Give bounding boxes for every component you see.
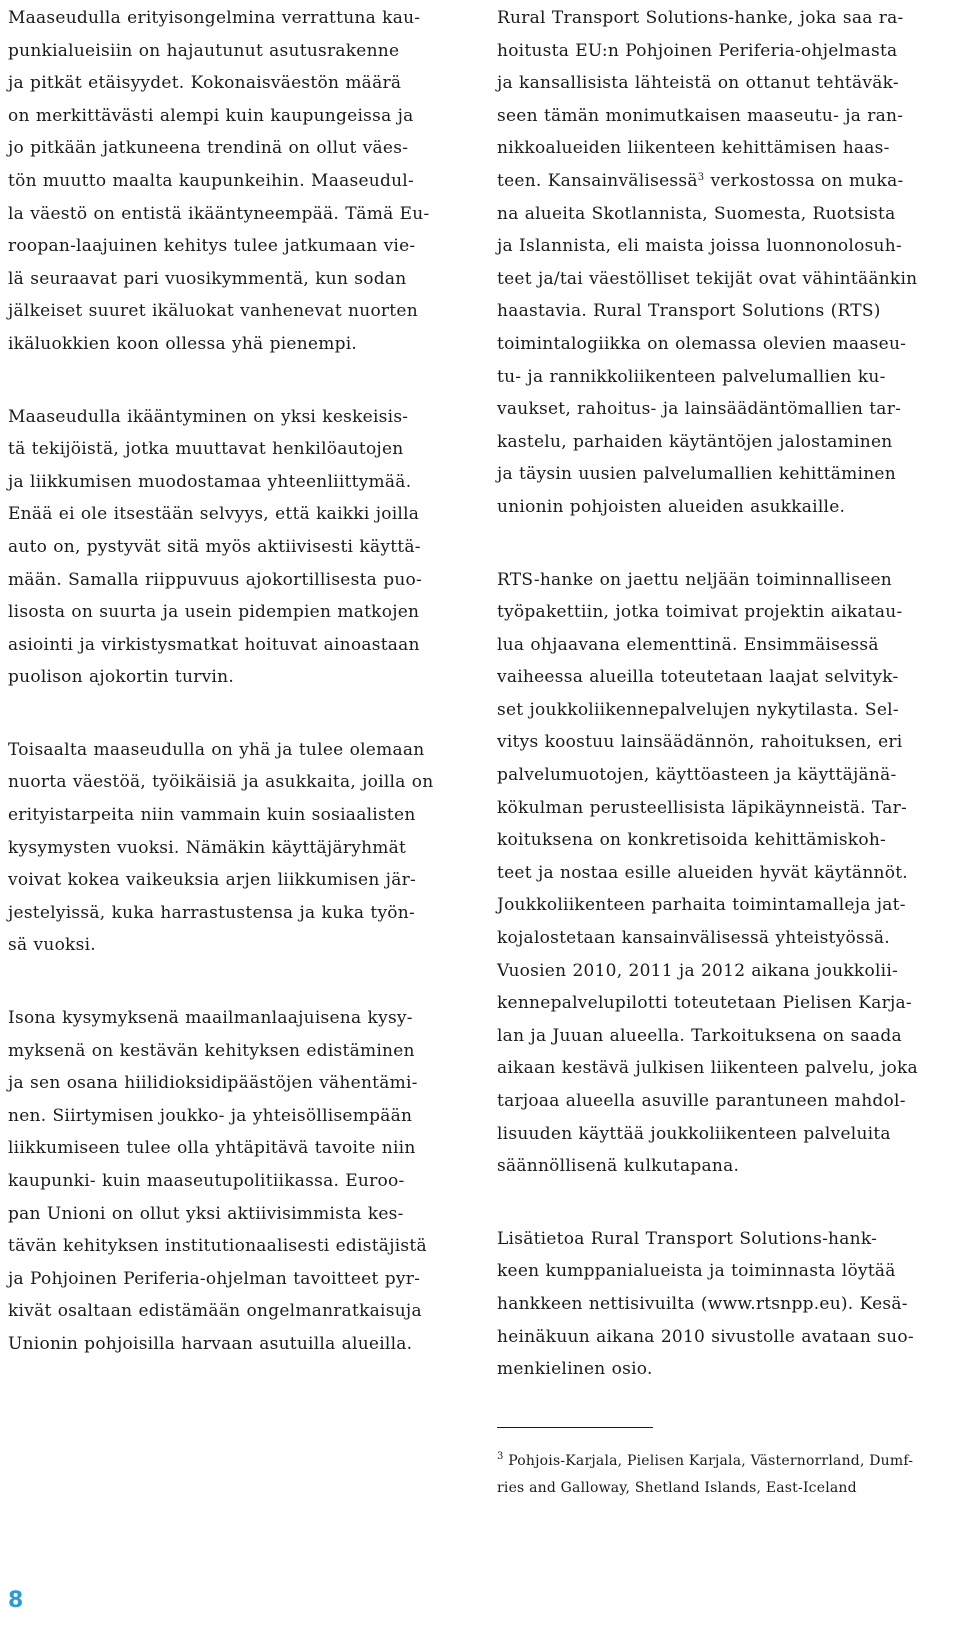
page-number: 8 (8, 1588, 24, 1613)
paragraph-rural-problems: Maaseudulla erityisongelmina verrattuna kau- punkialueisiin on hajautunut asutusrakenne ja pitkät etäisyydet. Kokonaisväestön määrä on merkittävästi alempi kuin kaupungeissa ja jo pitkään jatkuneena trendinä on ollut väes- tön muutto maalta kaupunkeihin. Maaseudul- la väestö on entistä ikääntyneempää. Tämä Eu- roopan-laajuinen kehitys tulee jatkumaan vie- lä seuraavat pari vuosikymmentä, kun sodan jälkeiset suuret ikäluokat vanhenevat nuorten ikäluokkien koon ollessa yhä pienempi. (8, 8, 430, 354)
left-column (8, 2, 456, 1361)
right-column (497, 2, 947, 1386)
paragraph-more-info: Lisätietoa Rural Transport Solutions-hank- keen kumppanialueista ja toiminnasta löytää hankkeen nettisivuilta (www.rtsnpp.eu). Kesä- heinäkuun aikana 2010 sivustolle avataan suo- menkielinen osio. (497, 1228, 914, 1380)
footnote-marker: 3 (497, 1451, 504, 1462)
footnote-reference: 3 (697, 171, 705, 183)
paragraph-ageing: Maaseudulla ikääntyminen on yksi keskeisis- tä tekijöistä, jotka muuttavat henkilöautojen ja liikkumisen muodostamaa yhteenliittymää. Enää ei ole itsestään selvyys, että kaikki joilla auto on, pystyvät sitä myös aktiivisesti käyttä- mään. Samalla riippuvuus ajokortillisesta puo- lisosta on suurta ja usein pidempien matkojen asiointi ja virkistysmatkat hoituvat ainoastaan puolison ajokortin turvin. (8, 406, 423, 688)
rts-intro-text-start: Rural Transport Solutions-hanke, joka saa ra- hoitusta EU:n Pohjoinen Periferia-ohjelmasta ja kansallisista lähteistä on ottanut tehtäväk- seen tämän monimutkaisen maaseutu- ja ran- nikkoalueiden liikenteen kehittämisen haas- teen. Kansainvälisessä (497, 8, 904, 191)
paragraph-work-packages: RTS-hanke on jaettu neljään toiminnalliseen työpakettiin, jotka toimivat projektin aikatau- lua ohjaavana elementtinä. Ensimmäisessä vaiheessa alueilla toteutetaan laajat selvityk- set joukkoliikennepalvelujen nykytilasta. Sel- vitys koostuu lainsäädännön, rahoituksen, eri palvelumuotojen, käyttöasteen ja käyttäjänä- kökulman perusteellisista läpikäynneistä. Tar- koituksena on konkretisoida kehittämiskoh- teet ja nostaa esille alueiden hyvät käytännöt. Joukkoliikenteen parhaita toimintamalleja jat- kojalostetaan kansainvälisessä yhteistyössä. Vuosien 2010, 2011 ja 2012 aikana joukkolii- kennepalvelupilotti toteutetaan Pielisen Karja- lan ja Juuan alueella. Tarkoituksena on saada aikaan kestävä julkisen liikenteen palvelu, joka tarjoaa alueella asuville parantuneen mahdol- lisuuden käyttää joukkoliikenteen palveluita säännöllisenä kulkutapana. (497, 569, 918, 1177)
footnote-text: Pohjois-Karjala, Pielisen Karjala, Västernorrland, Dumf- ries and Galloway, Shetland Islands, East-Iceland (497, 1453, 914, 1496)
footnote (497, 1448, 947, 1502)
paragraph-young-population: Toisaalta maaseudulla on yhä ja tulee olemaan nuorta väestöä, työikäisiä ja asukkaita, joilla on erityistarpeita niin vammain kuin sosiaalisten kysymysten vuoksi. Nämäkin käyttäjäryhmät voivat kokea vaikeuksia arjen liikkumisen jär- jestelyissä, kuka harrastustensa ja kuka työn- sä vuoksi. (8, 739, 434, 956)
paragraph-rts-intro (497, 2, 947, 524)
paragraph-sustainable-development: Isona kysymyksenä maailmanlaajuisena kysy- myksenä on kestävän kehityksen edistäminen ja sen osana hiilidioksidipäästöjen vähentämi- nen. Siirtymisen joukko- ja yhteisöllisempään liikkumiseen tulee olla yhtäpitävä tavoite niin kaupunki- kuin maaseutupolitiikassa. Euroo- pan Unioni on ollut yksi aktiivisimmista kes- tävän kehityksen institutionaalisesti edistäjistä ja Pohjoinen Periferia-ohjelman tavoitteet pyr- kivät osaltaan edistämään ongelmanratkaisuja Unionin pohjoisilla harvaan asutuilla alueilla. (8, 1008, 427, 1354)
footnote-divider (497, 1427, 653, 1428)
rts-intro-text-end: verkostossa on muka- na alueita Skotlannista, Suomesta, Ruotsista ja Islannista, eli maista joissa luonnonolosuh- teet ja/tai väestölliset tekijät ovat vähintäänkin haastavia. Rural Transport Solutions (RTS) toimintalogiikka on olemassa olevien maaseu- tu- ja rannikkoliikenteen palvelumallien ku- vaukset, rahoitus- ja lainsäädäntömallien tar- kastelu, parhaiden käytäntöjen jalostaminen ja täysin uusien palvelumallien kehittäminen unionin pohjoisten alueiden asukkaille. (497, 170, 918, 517)
